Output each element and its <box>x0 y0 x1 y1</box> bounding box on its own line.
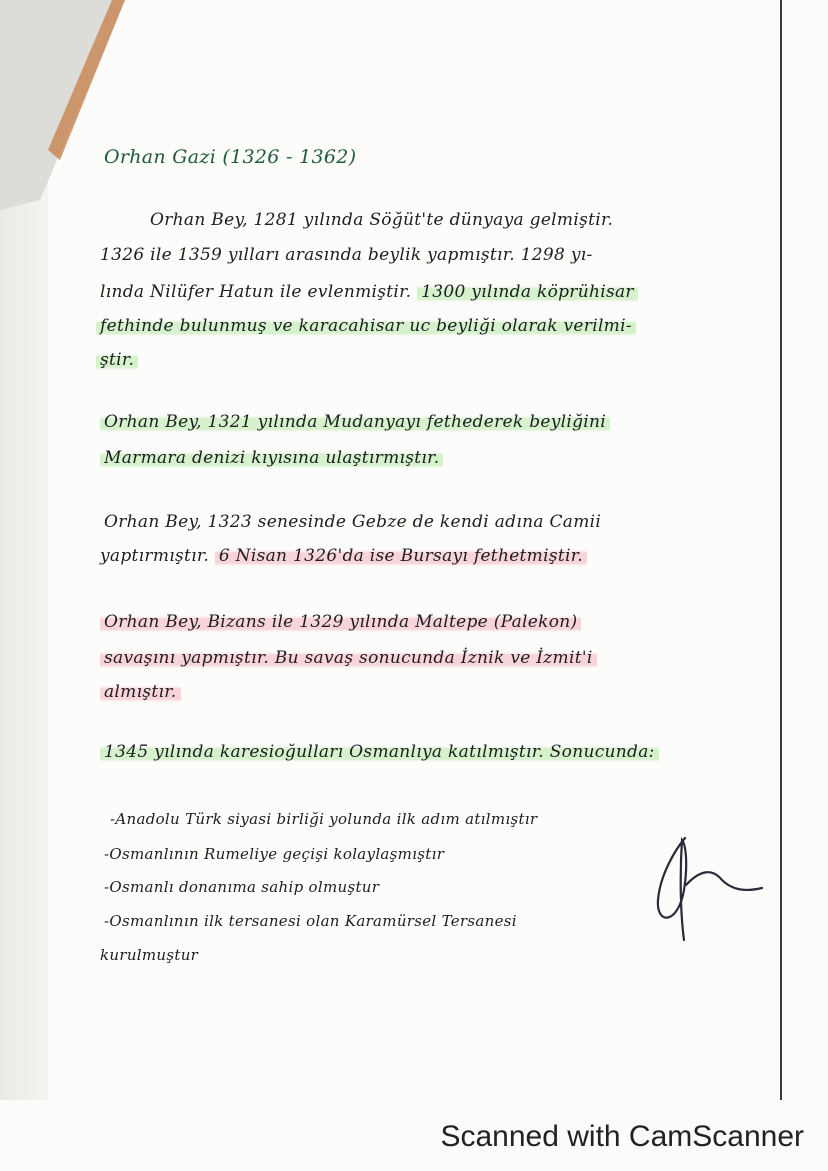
para3-line1: Orhan Bey, 1323 senesinde Gebze de kendi adına Camii <box>104 512 602 532</box>
para3-line2 <box>100 546 587 566</box>
para1-line3-text: lında Nilüfer Hatun ile evlenmiştir. <box>100 282 412 302</box>
para2-line1 <box>100 412 610 432</box>
folded-corner-shadow <box>0 0 130 210</box>
para1-line5 <box>96 350 138 370</box>
para1-line3-highlight: 1300 yılında köprühisar <box>417 282 638 302</box>
bullet-item: -Osmanlının ilk tersanesi olan Karamürsel Tersanesi <box>104 912 517 930</box>
para4-line2-highlight: savaşını yapmıştır. Bu savaş sonucunda İznik ve İzmit'i <box>100 648 597 668</box>
signature-icon <box>640 830 770 950</box>
para3-line2-text: yaptırmıştır. <box>100 546 210 566</box>
para1-line5-highlight: ştir. <box>96 350 138 370</box>
page-title: Orhan Gazi (1326 - 1362) <box>104 146 357 168</box>
para5-line1-highlight: 1345 yılında karesioğulları Osmanlıya katılmıştır. Sonucunda: <box>100 742 659 762</box>
para2-line2-highlight: Marmara denizi kıyısına ulaştırmıştır. <box>100 448 443 468</box>
bullet-item: -Anadolu Türk siyasi birliği yolunda ilk adım atılmıştır <box>110 810 538 828</box>
bullet-item: kurulmuştur <box>100 946 199 964</box>
para1-line3 <box>100 282 638 302</box>
para1-line2: 1326 ile 1359 yılları arasında beylik yapmıştır. 1298 yı- <box>100 245 593 265</box>
para1-line1: Orhan Bey, 1281 yılında Söğüt'te dünyaya gelmiştir. <box>150 210 614 230</box>
para4-line3 <box>100 682 181 702</box>
camscanner-watermark: Scanned with CamScanner <box>440 1120 804 1153</box>
para4-line1-highlight: Orhan Bey, Bizans ile 1329 yılında Maltepe (Palekon) <box>100 612 581 632</box>
para4-line1 <box>100 612 581 632</box>
bullet-item: -Osmanlı donanıma sahip olmuştur <box>104 878 380 896</box>
para4-line3-highlight: almıştır. <box>100 682 181 702</box>
para2-line1-highlight: Orhan Bey, 1321 yılında Mudanyayı fethederek beyliğini <box>100 412 610 432</box>
para1-line4-highlight: fethinde bulunmuş ve karacahisar uc beyliği olarak verilmi- <box>96 316 636 336</box>
bullet-item: -Osmanlının Rumeliye geçişi kolaylaşmıştır <box>104 845 445 863</box>
para3-line2-highlight: 6 Nisan 1326'da ise Bursayı fethetmiştir. <box>215 546 587 566</box>
para1-line4 <box>96 316 636 336</box>
para2-line2 <box>100 448 443 468</box>
para5-line1 <box>100 742 659 762</box>
para4-line2 <box>100 648 597 668</box>
